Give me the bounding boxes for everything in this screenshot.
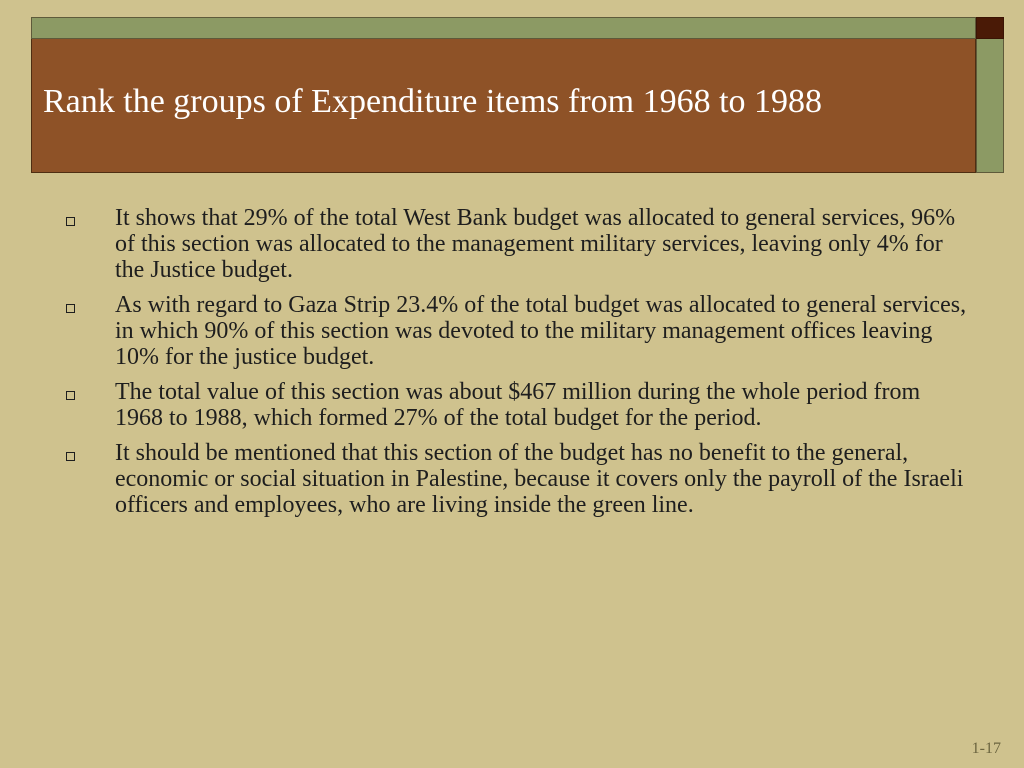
bullet-text: It should be mentioned that this section of the budget has no benefit to the general, economic or social situation in Palestine, because it covers only the payroll of the Israeli officers and employees, who are living inside the green line. bbox=[115, 440, 964, 518]
bullet-item bbox=[62, 440, 972, 518]
bullet-text: The total value of this section was about $467 million during the whole period from 1968 to 1988, which formed 27% of the total budget for the period. bbox=[115, 379, 921, 431]
bullet-text: As with regard to Gaza Strip 23.4% of the total budget was allocated to general services, in which 90% of this section was devoted to the military management offices leaving 10% for the justice budget. bbox=[115, 292, 967, 370]
hollow-square-bullet-icon bbox=[66, 217, 75, 226]
bullet-item bbox=[62, 205, 972, 283]
bullet-item bbox=[62, 292, 972, 370]
corner-accent-block bbox=[976, 17, 1004, 39]
slide-title: Rank the groups of Expenditure items from 1968 to 1988 bbox=[43, 83, 823, 120]
slide-number: 1-17 bbox=[971, 740, 1001, 757]
bullet-text: It shows that 29% of the total West Bank budget was allocated to general services, 96% of this section was allocated to the management military services, leaving only 4% for the Justice budget. bbox=[115, 205, 956, 283]
header-top-band bbox=[31, 17, 976, 39]
side-accent-band bbox=[976, 39, 1004, 173]
title-banner bbox=[31, 39, 976, 173]
bullet-list bbox=[62, 205, 972, 527]
bullet-item bbox=[62, 379, 972, 431]
hollow-square-bullet-icon bbox=[66, 391, 75, 400]
hollow-square-bullet-icon bbox=[66, 452, 75, 461]
hollow-square-bullet-icon bbox=[66, 304, 75, 313]
